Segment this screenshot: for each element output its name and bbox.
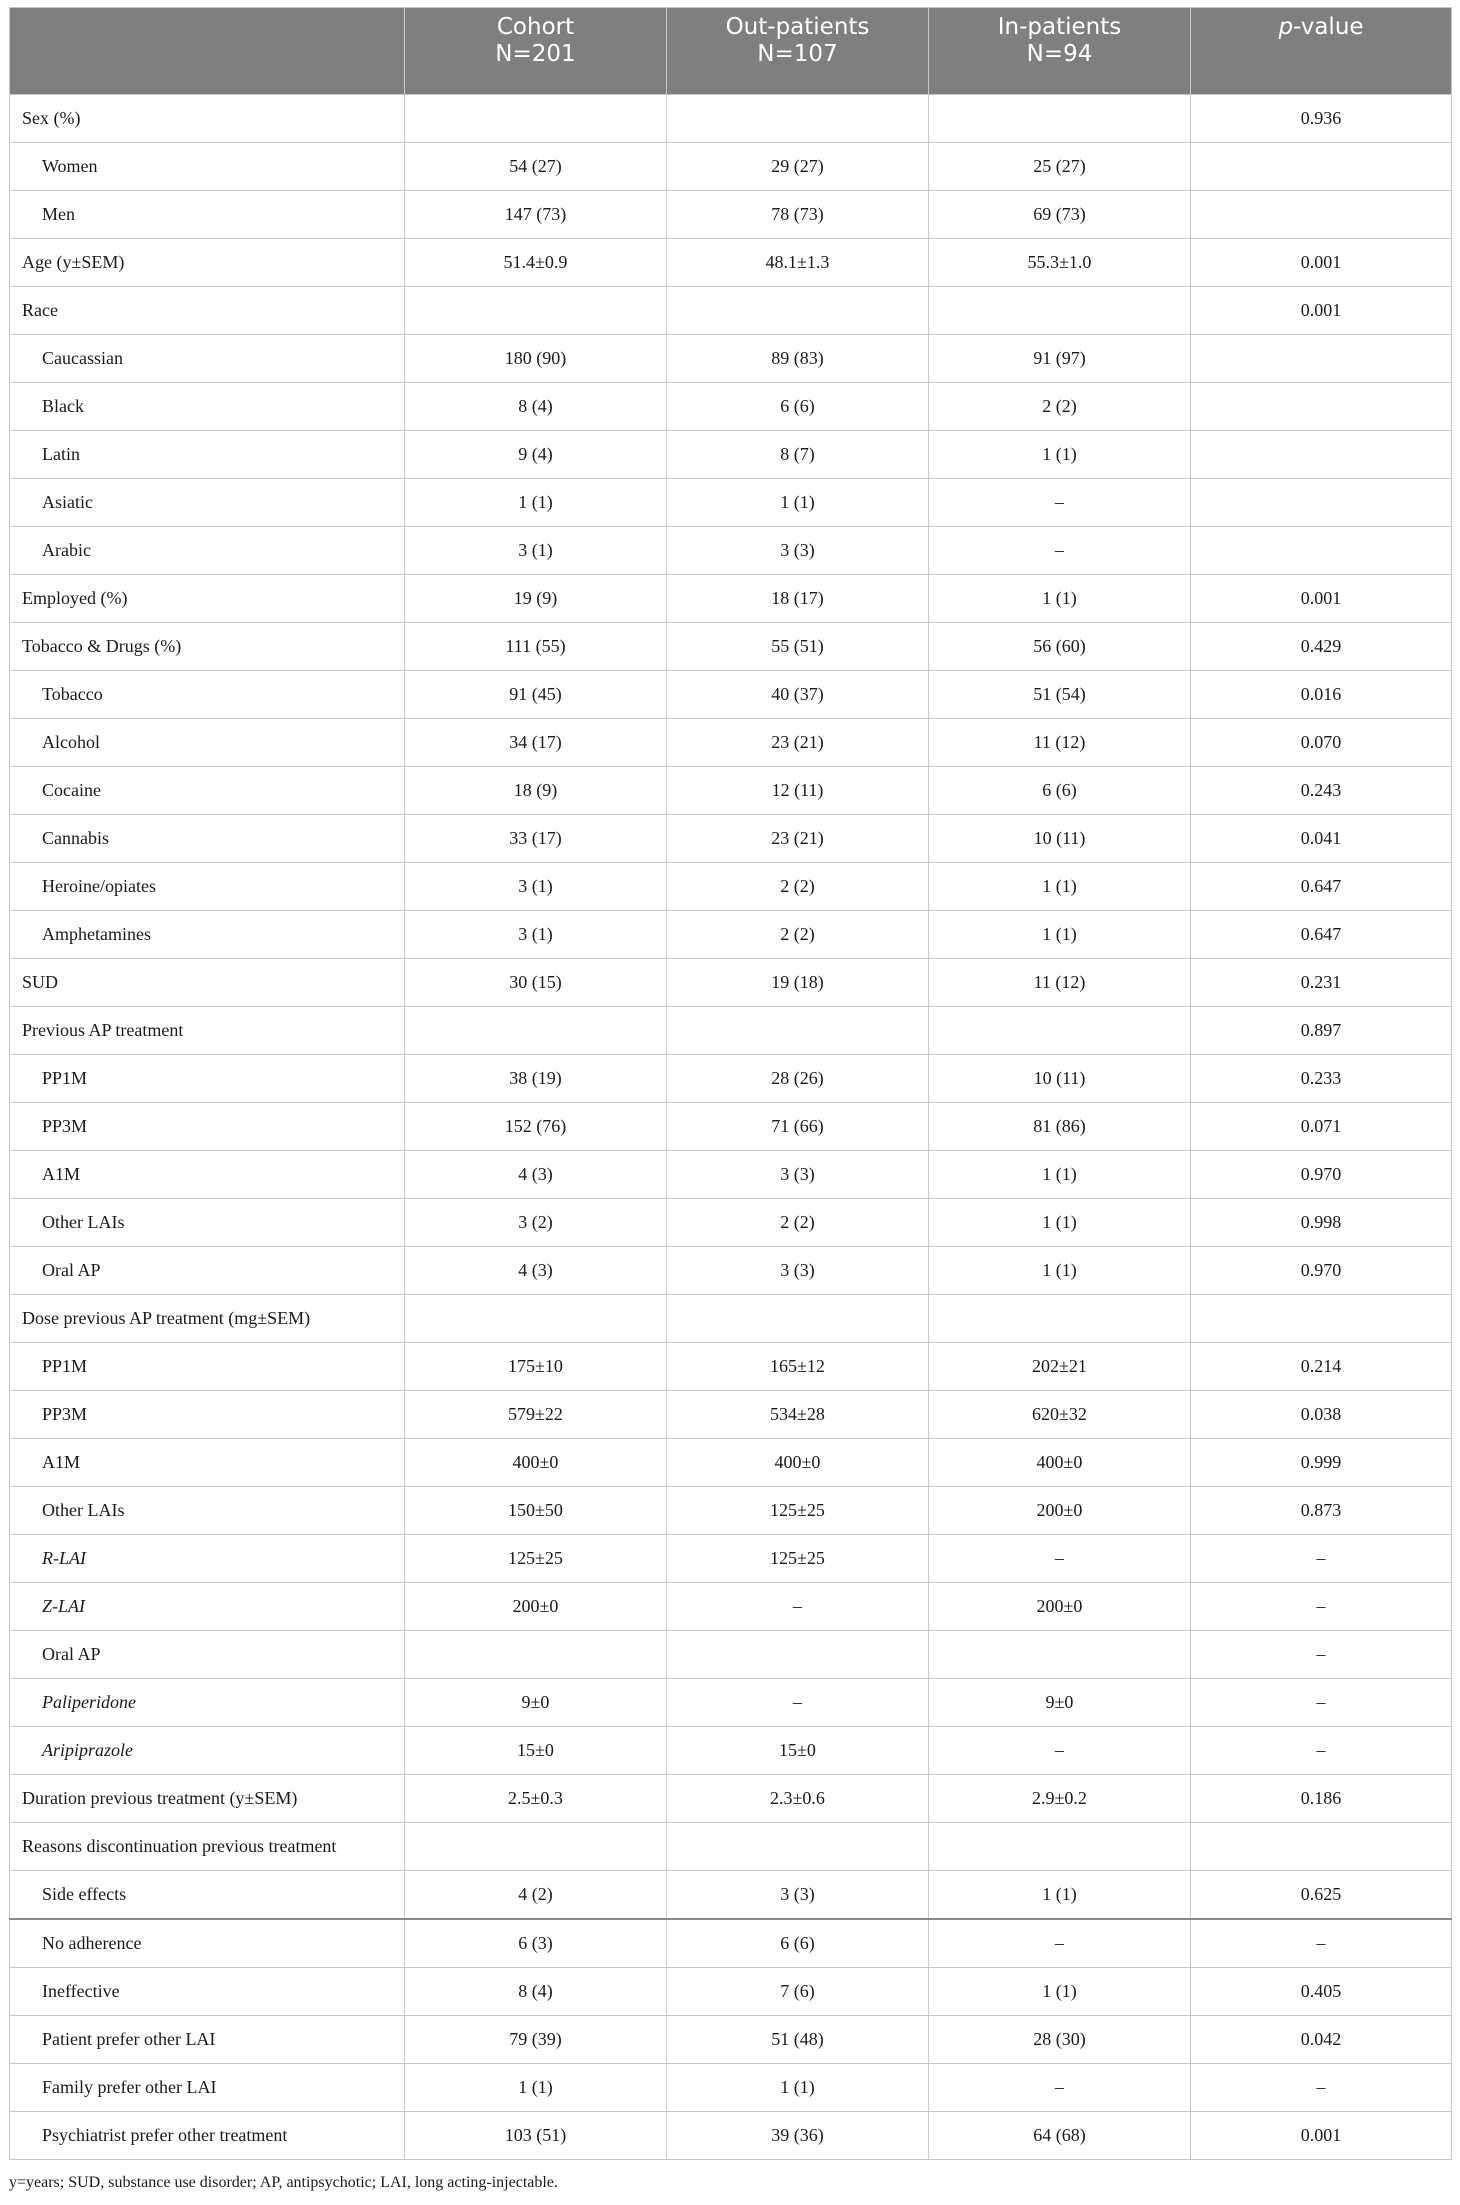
outpatients-value xyxy=(667,287,929,335)
cohort-value: 51.4±0.9 xyxy=(405,239,667,287)
outpatients-value: 6 (6) xyxy=(667,1919,929,1968)
table-row xyxy=(10,1343,1452,1391)
p-value: – xyxy=(1191,1583,1452,1631)
outpatients-value: 400±0 xyxy=(667,1439,929,1487)
inpatients-value: 202±21 xyxy=(929,1343,1191,1391)
inpatients-value: 9±0 xyxy=(929,1679,1191,1727)
outpatients-value: 23 (21) xyxy=(667,815,929,863)
row-label: Heroine/opiates xyxy=(10,863,405,911)
row-label: Women xyxy=(10,143,405,191)
p-value xyxy=(1191,335,1452,383)
outpatients-value: 19 (18) xyxy=(667,959,929,1007)
outpatients-value: 89 (83) xyxy=(667,335,929,383)
outpatients-value: 55 (51) xyxy=(667,623,929,671)
table-row xyxy=(10,1583,1452,1631)
header-cohort xyxy=(405,8,667,95)
inpatients-value xyxy=(929,1007,1191,1055)
table-row xyxy=(10,1295,1452,1343)
p-value: 0.243 xyxy=(1191,767,1452,815)
outpatients-value: 125±25 xyxy=(667,1535,929,1583)
outpatients-value: 51 (48) xyxy=(667,2016,929,2064)
cohort-value: 400±0 xyxy=(405,1439,667,1487)
cohort-value: 111 (55) xyxy=(405,623,667,671)
inpatients-value: – xyxy=(929,1727,1191,1775)
row-label: Previous AP treatment xyxy=(10,1007,405,1055)
p-value: 0.970 xyxy=(1191,1151,1452,1199)
outpatients-value: 6 (6) xyxy=(667,383,929,431)
table-row xyxy=(10,911,1452,959)
row-label: Race xyxy=(10,287,405,335)
cohort-value xyxy=(405,1631,667,1679)
p-value: 0.001 xyxy=(1191,575,1452,623)
row-label: Reasons discontinuation previous treatment xyxy=(10,1823,405,1871)
cohort-value xyxy=(405,287,667,335)
inpatients-value: – xyxy=(929,2064,1191,2112)
cohort-value: 38 (19) xyxy=(405,1055,667,1103)
cohort-value xyxy=(405,95,667,143)
header-inpatients xyxy=(929,8,1191,95)
p-value: – xyxy=(1191,2064,1452,2112)
inpatients-value: 69 (73) xyxy=(929,191,1191,239)
p-value: – xyxy=(1191,1631,1452,1679)
inpatients-value xyxy=(929,95,1191,143)
p-value: 0.186 xyxy=(1191,1775,1452,1823)
row-label: Caucassian xyxy=(10,335,405,383)
inpatients-value: 51 (54) xyxy=(929,671,1191,719)
inpatients-value: 64 (68) xyxy=(929,2112,1191,2160)
table-row xyxy=(10,2064,1452,2112)
inpatients-value: 1 (1) xyxy=(929,1151,1191,1199)
cohort-value: 4 (3) xyxy=(405,1151,667,1199)
outpatients-value: 28 (26) xyxy=(667,1055,929,1103)
p-value: 0.897 xyxy=(1191,1007,1452,1055)
inpatients-value: 620±32 xyxy=(929,1391,1191,1439)
table-row xyxy=(10,1631,1452,1679)
header-row xyxy=(10,8,1452,95)
row-label: Arabic xyxy=(10,527,405,575)
outpatients-value: 3 (3) xyxy=(667,1247,929,1295)
row-label: Oral AP xyxy=(10,1631,405,1679)
row-label: Sex (%) xyxy=(10,95,405,143)
row-label: Cannabis xyxy=(10,815,405,863)
p-value xyxy=(1191,191,1452,239)
row-label: Side effects xyxy=(10,1871,405,1920)
inpatients-value: – xyxy=(929,479,1191,527)
row-label: Oral AP xyxy=(10,1247,405,1295)
row-label: PP3M xyxy=(10,1103,405,1151)
cohort-value: 4 (3) xyxy=(405,1247,667,1295)
table-row xyxy=(10,1247,1452,1295)
cohort-value: 18 (9) xyxy=(405,767,667,815)
inpatients-value: 1 (1) xyxy=(929,575,1191,623)
table-row xyxy=(10,239,1452,287)
row-label: Patient prefer other LAI xyxy=(10,2016,405,2064)
inpatients-value: 28 (30) xyxy=(929,2016,1191,2064)
row-label: Amphetamines xyxy=(10,911,405,959)
table-row xyxy=(10,1439,1452,1487)
outpatients-value: 2 (2) xyxy=(667,863,929,911)
row-label: Psychiatrist prefer other treatment xyxy=(10,2112,405,2160)
outpatients-value: 18 (17) xyxy=(667,575,929,623)
cohort-value: 6 (3) xyxy=(405,1919,667,1968)
row-label: Age (y±SEM) xyxy=(10,239,405,287)
table-row xyxy=(10,383,1452,431)
p-value: 0.873 xyxy=(1191,1487,1452,1535)
cohort-value: 4 (2) xyxy=(405,1871,667,1920)
cohort-value: 1 (1) xyxy=(405,2064,667,2112)
table-row xyxy=(10,479,1452,527)
cohort-value xyxy=(405,1823,667,1871)
table-row xyxy=(10,335,1452,383)
outpatients-value: 71 (66) xyxy=(667,1103,929,1151)
row-label: Alcohol xyxy=(10,719,405,767)
p-value: 0.999 xyxy=(1191,1439,1452,1487)
inpatients-value: 1 (1) xyxy=(929,1871,1191,1920)
p-value xyxy=(1191,527,1452,575)
outpatients-value: 3 (3) xyxy=(667,1151,929,1199)
p-value: – xyxy=(1191,1535,1452,1583)
row-label: Family prefer other LAI xyxy=(10,2064,405,2112)
cohort-value: 147 (73) xyxy=(405,191,667,239)
header-cohort-title: Cohort xyxy=(496,14,575,40)
inpatients-value: 10 (11) xyxy=(929,1055,1191,1103)
outpatients-value: 534±28 xyxy=(667,1391,929,1439)
outpatients-value: 7 (6) xyxy=(667,1968,929,2016)
cohort-value: 8 (4) xyxy=(405,1968,667,2016)
cohort-value: 2.5±0.3 xyxy=(405,1775,667,1823)
outpatients-value: 48.1±1.3 xyxy=(667,239,929,287)
outpatients-value: 165±12 xyxy=(667,1343,929,1391)
cohort-value: 3 (1) xyxy=(405,527,667,575)
p-value: 0.001 xyxy=(1191,239,1452,287)
p-value: 0.071 xyxy=(1191,1103,1452,1151)
table-row xyxy=(10,767,1452,815)
p-value: 0.016 xyxy=(1191,671,1452,719)
cohort-value: 19 (9) xyxy=(405,575,667,623)
p-value: 0.429 xyxy=(1191,623,1452,671)
row-label: Men xyxy=(10,191,405,239)
p-value xyxy=(1191,1295,1452,1343)
table-footnote: y=years; SUD, substance use disorder; AP, antipsychotic; LAI, long acting-injectable. xyxy=(9,2174,558,2191)
table-row xyxy=(10,1199,1452,1247)
p-value xyxy=(1191,431,1452,479)
row-label: Cocaine xyxy=(10,767,405,815)
table-row xyxy=(10,719,1452,767)
inpatients-value: – xyxy=(929,1535,1191,1583)
p-value xyxy=(1191,1823,1452,1871)
inpatients-value: 81 (86) xyxy=(929,1103,1191,1151)
cohort-value: 3 (1) xyxy=(405,911,667,959)
table-row xyxy=(10,527,1452,575)
cohort-value: 34 (17) xyxy=(405,719,667,767)
row-label: Paliperidone xyxy=(10,1679,405,1727)
inpatients-value: 1 (1) xyxy=(929,1247,1191,1295)
row-label: Black xyxy=(10,383,405,431)
inpatients-value xyxy=(929,1631,1191,1679)
header-cohort-n: N=201 xyxy=(495,41,576,67)
outpatients-value: – xyxy=(667,1583,929,1631)
row-label: Other LAIs xyxy=(10,1487,405,1535)
p-value: 0.214 xyxy=(1191,1343,1452,1391)
p-value: 0.001 xyxy=(1191,2112,1452,2160)
table-row xyxy=(10,1103,1452,1151)
cohort-value: 152 (76) xyxy=(405,1103,667,1151)
row-label: No adherence xyxy=(10,1919,405,1968)
inpatients-value: 200±0 xyxy=(929,1583,1191,1631)
outpatients-value: 1 (1) xyxy=(667,2064,929,2112)
inpatients-value xyxy=(929,1295,1191,1343)
cohort-value: 180 (90) xyxy=(405,335,667,383)
table-row xyxy=(10,95,1452,143)
cohort-value: 3 (1) xyxy=(405,863,667,911)
inpatients-value: 55.3±1.0 xyxy=(929,239,1191,287)
inpatients-value: 2.9±0.2 xyxy=(929,1775,1191,1823)
cohort-value: 1 (1) xyxy=(405,479,667,527)
outpatients-value: – xyxy=(667,1679,929,1727)
outpatients-value xyxy=(667,1823,929,1871)
inpatients-value xyxy=(929,1823,1191,1871)
cohort-value: 150±50 xyxy=(405,1487,667,1535)
p-value: 0.970 xyxy=(1191,1247,1452,1295)
table-row xyxy=(10,1727,1452,1775)
inpatients-value: 10 (11) xyxy=(929,815,1191,863)
cohort-value: 9±0 xyxy=(405,1679,667,1727)
inpatients-value: 11 (12) xyxy=(929,959,1191,1007)
outpatients-value: 29 (27) xyxy=(667,143,929,191)
table-row xyxy=(10,1871,1452,1920)
p-value xyxy=(1191,479,1452,527)
table-row xyxy=(10,2112,1452,2160)
table-container xyxy=(9,7,1451,2160)
inpatients-value: 200±0 xyxy=(929,1487,1191,1535)
row-label: Dose previous AP treatment (mg±SEM) xyxy=(10,1295,405,1343)
header-pvalue xyxy=(1191,8,1452,95)
p-value xyxy=(1191,383,1452,431)
outpatients-value xyxy=(667,1007,929,1055)
inpatients-value: 1 (1) xyxy=(929,911,1191,959)
table-body xyxy=(10,95,1452,2160)
outpatients-value: 23 (21) xyxy=(667,719,929,767)
table-row xyxy=(10,1055,1452,1103)
table-row xyxy=(10,287,1452,335)
p-value: – xyxy=(1191,1679,1452,1727)
inpatients-value xyxy=(929,287,1191,335)
table-row xyxy=(10,1679,1452,1727)
row-label: A1M xyxy=(10,1151,405,1199)
outpatients-value: 12 (11) xyxy=(667,767,929,815)
table-row xyxy=(10,1919,1452,1968)
inpatients-value: – xyxy=(929,1919,1191,1968)
row-label: Latin xyxy=(10,431,405,479)
row-label: PP1M xyxy=(10,1055,405,1103)
table-row xyxy=(10,431,1452,479)
inpatients-value: 6 (6) xyxy=(929,767,1191,815)
outpatients-value: 2 (2) xyxy=(667,911,929,959)
outpatients-value: 15±0 xyxy=(667,1727,929,1775)
p-value: – xyxy=(1191,1727,1452,1775)
table-row xyxy=(10,575,1452,623)
inpatients-value: 1 (1) xyxy=(929,1968,1191,2016)
row-label: R-LAI xyxy=(10,1535,405,1583)
table-row xyxy=(10,1007,1452,1055)
cohort-value: 79 (39) xyxy=(405,2016,667,2064)
cohort-value: 9 (4) xyxy=(405,431,667,479)
cohort-value: 103 (51) xyxy=(405,2112,667,2160)
outpatients-value: 3 (3) xyxy=(667,527,929,575)
table-row xyxy=(10,671,1452,719)
header-outpatients-n: N=107 xyxy=(757,41,838,67)
table-row xyxy=(10,863,1452,911)
p-value: 0.998 xyxy=(1191,1199,1452,1247)
row-label: Tobacco xyxy=(10,671,405,719)
table-row xyxy=(10,1151,1452,1199)
inpatients-value: 1 (1) xyxy=(929,1199,1191,1247)
cohort-value xyxy=(405,1295,667,1343)
inpatients-value: 25 (27) xyxy=(929,143,1191,191)
cohort-value: 54 (27) xyxy=(405,143,667,191)
outpatients-value: 125±25 xyxy=(667,1487,929,1535)
outpatients-value: 78 (73) xyxy=(667,191,929,239)
inpatients-value: – xyxy=(929,527,1191,575)
row-label: Ineffective xyxy=(10,1968,405,2016)
row-label: PP1M xyxy=(10,1343,405,1391)
p-value: 0.231 xyxy=(1191,959,1452,1007)
table-row xyxy=(10,1968,1452,2016)
row-label: A1M xyxy=(10,1439,405,1487)
p-value: 0.625 xyxy=(1191,1871,1452,1920)
cohort-value: 3 (2) xyxy=(405,1199,667,1247)
cohort-value: 200±0 xyxy=(405,1583,667,1631)
cohort-value: 125±25 xyxy=(405,1535,667,1583)
table-row xyxy=(10,1487,1452,1535)
cohort-value: 15±0 xyxy=(405,1727,667,1775)
header-inpatients-n: N=94 xyxy=(1026,41,1093,67)
row-label: Tobacco & Drugs (%) xyxy=(10,623,405,671)
row-label: SUD xyxy=(10,959,405,1007)
p-value: 0.041 xyxy=(1191,815,1452,863)
row-label: Asiatic xyxy=(10,479,405,527)
row-label: Employed (%) xyxy=(10,575,405,623)
cohort-value: 30 (15) xyxy=(405,959,667,1007)
cohort-value: 33 (17) xyxy=(405,815,667,863)
header-pvalue-p: p xyxy=(1278,14,1294,40)
p-value: 0.647 xyxy=(1191,863,1452,911)
inpatients-value: 1 (1) xyxy=(929,431,1191,479)
p-value: 0.070 xyxy=(1191,719,1452,767)
p-value: 0.038 xyxy=(1191,1391,1452,1439)
outpatients-value: 3 (3) xyxy=(667,1871,929,1920)
inpatients-value: 11 (12) xyxy=(929,719,1191,767)
outpatients-value xyxy=(667,1631,929,1679)
row-label: Z-LAI xyxy=(10,1583,405,1631)
outpatients-value: 40 (37) xyxy=(667,671,929,719)
header-outpatients xyxy=(667,8,929,95)
table-header xyxy=(10,8,1452,95)
row-label: Other LAIs xyxy=(10,1199,405,1247)
table-row xyxy=(10,1823,1452,1871)
table-row xyxy=(10,2016,1452,2064)
outpatients-value xyxy=(667,95,929,143)
table-row xyxy=(10,815,1452,863)
p-value: – xyxy=(1191,1919,1452,1968)
outpatients-value: 1 (1) xyxy=(667,479,929,527)
outpatients-value xyxy=(667,1295,929,1343)
outpatients-value: 39 (36) xyxy=(667,2112,929,2160)
inpatients-value: 91 (97) xyxy=(929,335,1191,383)
cohort-value: 579±22 xyxy=(405,1391,667,1439)
p-value: 0.233 xyxy=(1191,1055,1452,1103)
outpatients-value: 2 (2) xyxy=(667,1199,929,1247)
cohort-value: 8 (4) xyxy=(405,383,667,431)
table-row xyxy=(10,1775,1452,1823)
table-row xyxy=(10,959,1452,1007)
table-row xyxy=(10,143,1452,191)
cohort-value: 175±10 xyxy=(405,1343,667,1391)
inpatients-value: 2 (2) xyxy=(929,383,1191,431)
p-value xyxy=(1191,143,1452,191)
header-empty-cell xyxy=(10,8,405,95)
table-row xyxy=(10,1391,1452,1439)
row-label: Duration previous treatment (y±SEM) xyxy=(10,1775,405,1823)
p-value: 0.647 xyxy=(1191,911,1452,959)
cohort-value: 91 (45) xyxy=(405,671,667,719)
table-row xyxy=(10,191,1452,239)
outpatients-value: 8 (7) xyxy=(667,431,929,479)
header-outpatients-title: Out-patients xyxy=(725,14,870,40)
header-pvalue-suffix: -value xyxy=(1293,14,1364,40)
p-value: 0.042 xyxy=(1191,2016,1452,2064)
row-label: PP3M xyxy=(10,1391,405,1439)
table-row xyxy=(10,623,1452,671)
demographics-table xyxy=(9,7,1452,2160)
inpatients-value: 56 (60) xyxy=(929,623,1191,671)
p-value: 0.405 xyxy=(1191,1968,1452,2016)
inpatients-value: 1 (1) xyxy=(929,863,1191,911)
table-row xyxy=(10,1535,1452,1583)
inpatients-value: 400±0 xyxy=(929,1439,1191,1487)
outpatients-value: 2.3±0.6 xyxy=(667,1775,929,1823)
header-inpatients-title: In-patients xyxy=(997,14,1122,40)
row-label: Aripiprazole xyxy=(10,1727,405,1775)
p-value: 0.936 xyxy=(1191,95,1452,143)
p-value: 0.001 xyxy=(1191,287,1452,335)
cohort-value xyxy=(405,1007,667,1055)
